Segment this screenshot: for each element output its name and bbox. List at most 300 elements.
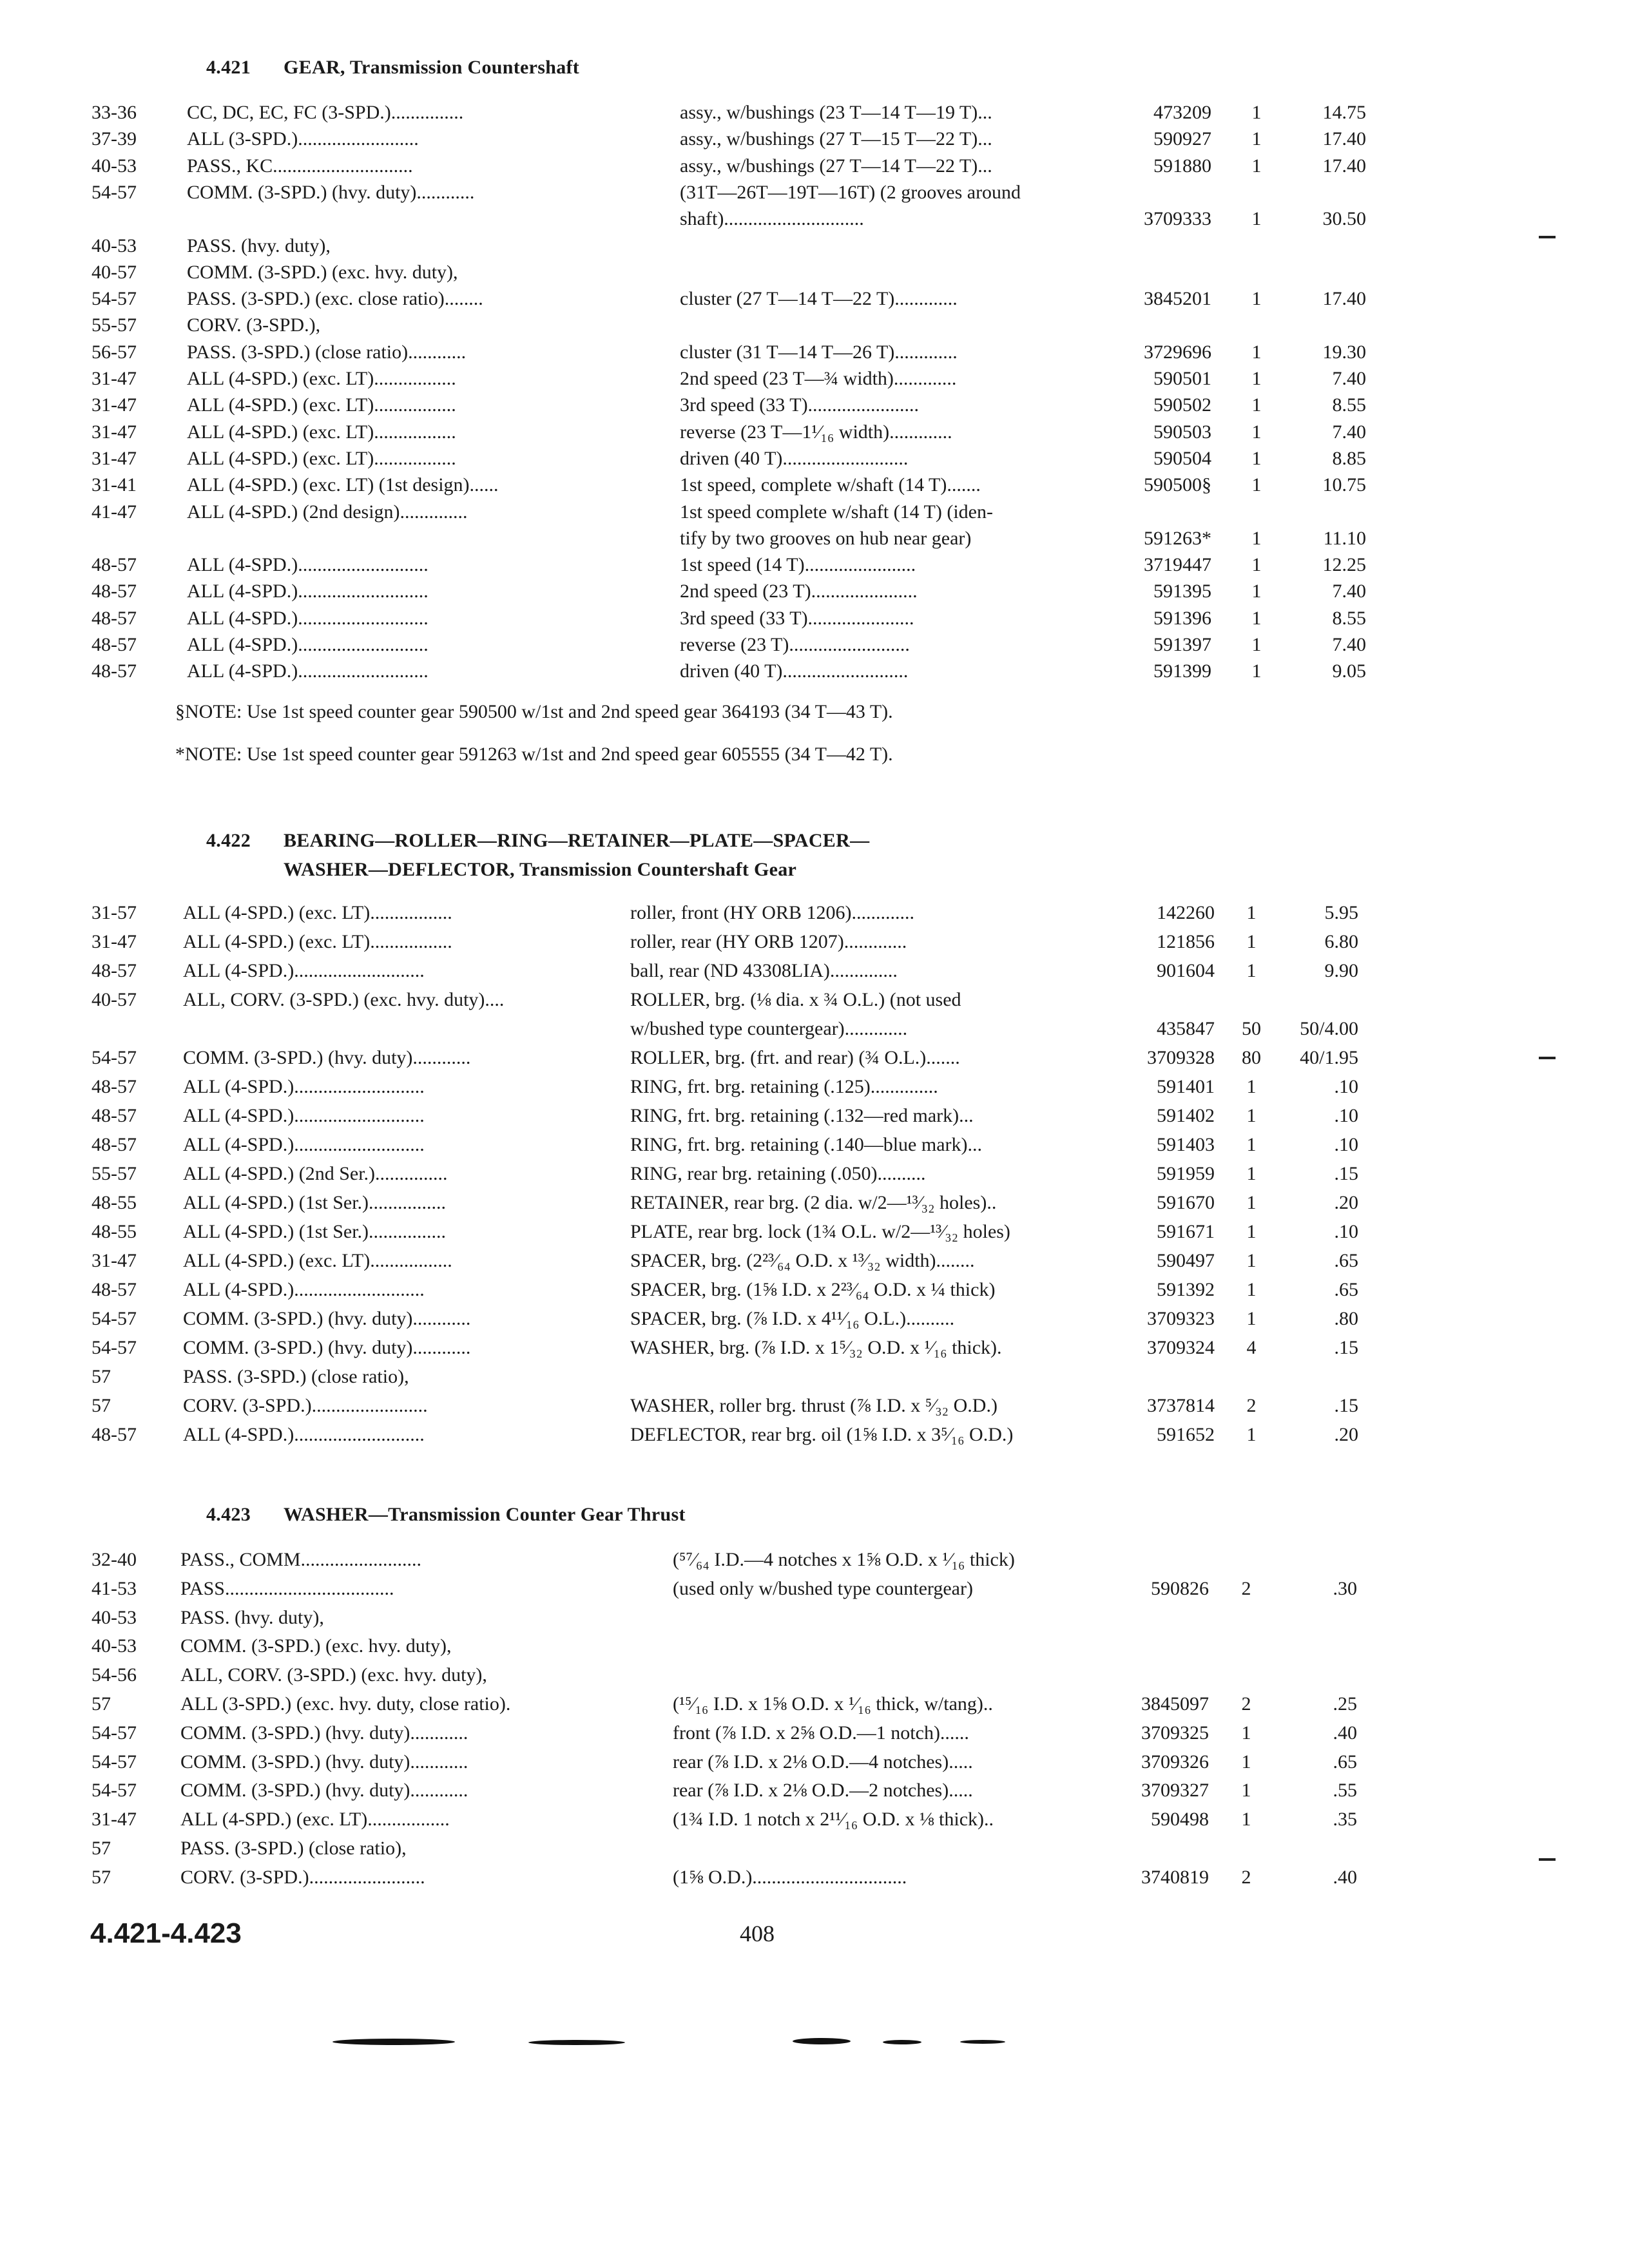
table-row bbox=[0, 99, 1629, 126]
section-number: 4.423 bbox=[206, 1504, 251, 1525]
application: ALL (4-SPD.) (exc. LT)................. bbox=[183, 1250, 452, 1271]
model-years: 57 bbox=[92, 1693, 111, 1715]
table-row bbox=[0, 1633, 1629, 1660]
application: ALL (4-SPD.) (1st Ser.)................ bbox=[183, 1192, 447, 1213]
part-number: 142260 bbox=[1157, 902, 1215, 923]
application: ALL (4-SPD.)........................... bbox=[187, 554, 429, 576]
price: 17.40 bbox=[1322, 288, 1366, 310]
description: RETAINER, rear brg. (2 dia. w/2—¹³⁄₃₂ holes).. bbox=[630, 1192, 997, 1213]
table-row bbox=[0, 1691, 1629, 1718]
price: 11.10 bbox=[1323, 527, 1366, 549]
application: PASS. (3-SPD.) (close ratio), bbox=[183, 1366, 409, 1387]
price: .65 bbox=[1333, 1751, 1357, 1773]
part-number: 3709324 bbox=[1147, 1337, 1215, 1358]
table-row bbox=[0, 658, 1629, 685]
quantity: 2 bbox=[1241, 1693, 1251, 1715]
description: 2nd speed (23 T)...................... bbox=[680, 581, 918, 602]
application: PASS................................... bbox=[180, 1577, 394, 1599]
application: ALL (4-SPD.) (1st Ser.)................ bbox=[183, 1221, 447, 1242]
table-row bbox=[0, 312, 1629, 339]
model-years: 40-57 bbox=[92, 261, 137, 283]
price: .20 bbox=[1334, 1192, 1358, 1213]
model-years: 54-56 bbox=[92, 1664, 137, 1686]
application: PASS. (3-SPD.) (close ratio), bbox=[180, 1838, 407, 1859]
description: roller, front (HY ORB 1206)............. bbox=[630, 902, 914, 923]
table-row bbox=[0, 1189, 1629, 1216]
description: RING, frt. brg. retaining (.140—blue mark)... bbox=[630, 1134, 982, 1155]
description: reverse (23 T—1¹⁄₁₆ width)............. bbox=[680, 421, 952, 443]
table-row bbox=[0, 1073, 1629, 1100]
part-number: 590927 bbox=[1153, 128, 1211, 150]
description: driven (40 T).......................... bbox=[680, 447, 909, 469]
model-years: 56-57 bbox=[92, 341, 137, 363]
price: .20 bbox=[1334, 1424, 1358, 1445]
description: PLATE, rear brg. lock (1¾ O.L. w/2—¹³⁄₃₂ holes) bbox=[630, 1221, 1010, 1242]
price: 8.55 bbox=[1332, 394, 1366, 416]
application: ALL (4-SPD.) (exc. LT)................. bbox=[187, 368, 456, 389]
table-row bbox=[0, 1131, 1629, 1158]
model-years: 31-47 bbox=[92, 931, 137, 952]
table-row bbox=[0, 1720, 1629, 1747]
scan-mark bbox=[1539, 1858, 1556, 1861]
quantity: 1 bbox=[1251, 474, 1262, 496]
application: COMM. (3-SPD.) (hvy. duty)............ bbox=[180, 1780, 468, 1802]
description: rear (⅞ I.D. x 2⅛ O.D.—4 notches)..... bbox=[673, 1751, 973, 1773]
description: RING, frt. brg. retaining (.132—red mark)... bbox=[630, 1105, 974, 1126]
table-row bbox=[0, 392, 1629, 419]
application: ALL (4-SPD.)........................... bbox=[183, 1279, 425, 1300]
model-years: 48-57 bbox=[92, 960, 137, 981]
application: ALL (4-SPD.)........................... bbox=[183, 960, 425, 981]
quantity: 1 bbox=[1246, 1308, 1257, 1329]
quantity: 1 bbox=[1251, 421, 1262, 443]
part-number: 591397 bbox=[1153, 634, 1211, 655]
table-row bbox=[0, 928, 1629, 956]
description: (¹⁵⁄₁₆ I.D. x 1⅝ O.D. x ¹⁄₁₆ thick, w/tang).. bbox=[673, 1693, 993, 1715]
quantity: 2 bbox=[1246, 1395, 1257, 1416]
footnote: *NOTE: Use 1st speed counter gear 591263 w/1st and 2nd speed gear 605555 (34 T—42 T). bbox=[175, 744, 893, 765]
model-years: 48-57 bbox=[92, 607, 137, 629]
price: 10.75 bbox=[1322, 474, 1366, 496]
price: 7.40 bbox=[1332, 581, 1366, 602]
quantity: 1 bbox=[1246, 1250, 1257, 1271]
price: 7.40 bbox=[1332, 634, 1366, 655]
section-heading: BEARING—ROLLER—RING—RETAINER—PLATE—SPACER— bbox=[284, 830, 870, 851]
table-row bbox=[0, 1749, 1629, 1776]
part-number: 590826 bbox=[1151, 1577, 1209, 1599]
description: rear (⅞ I.D. x 2⅛ O.D.—2 notches)..... bbox=[673, 1780, 973, 1802]
description: ball, rear (ND 43308LIA).............. bbox=[630, 960, 898, 981]
application: CORV. (3-SPD.), bbox=[187, 314, 321, 336]
application: PASS. (3-SPD.) (close ratio)............ bbox=[187, 341, 467, 363]
application: COMM. (3-SPD.) (hvy. duty)............ bbox=[183, 1337, 471, 1358]
application: ALL (4-SPD.) (exc. LT)................. bbox=[187, 421, 456, 443]
model-years: 31-47 bbox=[92, 447, 137, 469]
part-number: 591396 bbox=[1153, 607, 1211, 629]
quantity: 1 bbox=[1246, 1163, 1257, 1184]
table-row bbox=[0, 1305, 1629, 1332]
section-title-4421 bbox=[206, 57, 579, 79]
table-row bbox=[0, 233, 1629, 260]
application: ALL (4-SPD.)........................... bbox=[183, 1424, 425, 1445]
part-number: 3709323 bbox=[1147, 1308, 1215, 1329]
description: SPACER, brg. (⅞ I.D. x 4¹¹⁄₁₆ O.L.).......... bbox=[630, 1308, 955, 1329]
quantity: 1 bbox=[1246, 1221, 1257, 1242]
application: CORV. (3-SPD.)........................ bbox=[180, 1866, 425, 1888]
part-number: 901604 bbox=[1157, 960, 1215, 981]
price: .65 bbox=[1334, 1250, 1358, 1271]
price: 40/1.95 bbox=[1300, 1047, 1358, 1068]
section-number: 4.422 bbox=[206, 830, 251, 851]
table-row bbox=[0, 1276, 1629, 1303]
description: shaft)............................. bbox=[680, 208, 864, 230]
price: .40 bbox=[1333, 1722, 1357, 1744]
application: ALL (4-SPD.)........................... bbox=[187, 660, 429, 682]
model-years: 40-53 bbox=[92, 1635, 137, 1657]
model-years: 31-47 bbox=[92, 421, 137, 443]
description: 2nd speed (23 T—¾ width)............. bbox=[680, 368, 957, 389]
table-row bbox=[0, 365, 1629, 392]
quantity: 1 bbox=[1241, 1780, 1251, 1802]
model-years: 31-41 bbox=[92, 474, 137, 496]
model-years: 54-57 bbox=[92, 181, 137, 203]
price: 7.40 bbox=[1332, 421, 1366, 443]
table-row bbox=[0, 499, 1629, 526]
part-number: 590503 bbox=[1153, 421, 1211, 443]
model-years: 48-57 bbox=[92, 660, 137, 682]
part-number: 591392 bbox=[1157, 1279, 1215, 1300]
table-row bbox=[0, 1662, 1629, 1689]
quantity: 1 bbox=[1251, 447, 1262, 469]
quantity: 1 bbox=[1251, 288, 1262, 310]
table-row bbox=[0, 1160, 1629, 1187]
table-row bbox=[0, 1392, 1629, 1419]
quantity: 1 bbox=[1251, 607, 1262, 629]
part-number: 590500§ bbox=[1144, 474, 1211, 496]
table-row bbox=[0, 285, 1629, 312]
price: 17.40 bbox=[1322, 128, 1366, 150]
model-years: 40-53 bbox=[92, 155, 137, 177]
part-number: 590504 bbox=[1153, 447, 1211, 469]
description: SPACER, brg. (1⅝ I.D. x 2²³⁄₆₄ O.D. x ¼ thick) bbox=[630, 1279, 996, 1300]
quantity: 1 bbox=[1246, 902, 1257, 923]
application: COMM. (3-SPD.) (hvy. duty)............ bbox=[180, 1751, 468, 1773]
part-number: 591402 bbox=[1157, 1105, 1215, 1126]
application: ALL (3-SPD.) (exc. hvy. duty, close ratio). bbox=[180, 1693, 511, 1715]
description: assy., w/bushings (27 T—15 T—22 T)... bbox=[680, 128, 992, 150]
price: 50/4.00 bbox=[1300, 1018, 1358, 1039]
description: RING, frt. brg. retaining (.125).............. bbox=[630, 1076, 938, 1097]
quantity: 1 bbox=[1251, 155, 1262, 177]
price: .15 bbox=[1334, 1337, 1358, 1358]
price: .25 bbox=[1333, 1693, 1357, 1715]
scan-mark bbox=[1539, 1057, 1556, 1059]
table-row bbox=[0, 1777, 1629, 1804]
application: PASS. (3-SPD.) (exc. close ratio)........ bbox=[187, 288, 483, 310]
part-number: 590502 bbox=[1153, 394, 1211, 416]
model-years: 37-39 bbox=[92, 128, 137, 150]
scan-mark bbox=[1539, 236, 1556, 238]
scan-smudge bbox=[960, 2040, 1005, 2044]
quantity: 1 bbox=[1251, 634, 1262, 655]
description: driven (40 T).......................... bbox=[680, 660, 909, 682]
table-row bbox=[0, 552, 1629, 579]
quantity: 1 bbox=[1251, 128, 1262, 150]
table-row bbox=[0, 1363, 1629, 1390]
part-number: 3740819 bbox=[1141, 1866, 1209, 1888]
model-years: 31-57 bbox=[92, 902, 137, 923]
price: 5.95 bbox=[1324, 902, 1358, 923]
model-years: 55-57 bbox=[92, 1163, 137, 1184]
application: COMM. (3-SPD.) (hvy. duty)............ bbox=[183, 1308, 471, 1329]
model-years: 57 bbox=[92, 1395, 111, 1416]
quantity: 1 bbox=[1246, 1105, 1257, 1126]
quantity: 1 bbox=[1251, 660, 1262, 682]
model-years: 48-57 bbox=[92, 581, 137, 602]
quantity: 2 bbox=[1241, 1577, 1251, 1599]
application: ALL (4-SPD.) (exc. LT)................. bbox=[180, 1809, 450, 1831]
model-years: 31-47 bbox=[92, 1250, 137, 1271]
page-number: 408 bbox=[740, 1921, 775, 1946]
table-row bbox=[0, 1015, 1629, 1043]
application: ALL (4-SPD.)........................... bbox=[183, 1076, 425, 1097]
quantity: 1 bbox=[1251, 394, 1262, 416]
quantity: 1 bbox=[1251, 554, 1262, 576]
quantity: 2 bbox=[1241, 1866, 1251, 1888]
price: 17.40 bbox=[1322, 155, 1366, 177]
description: (31T—26T—19T—16T) (2 grooves around bbox=[680, 181, 1021, 203]
quantity: 1 bbox=[1241, 1751, 1251, 1773]
section-title-4423 bbox=[206, 1504, 686, 1526]
application: COMM. (3-SPD.) (hvy. duty)............ bbox=[183, 1047, 471, 1068]
description: ROLLER, brg. (⅛ dia. x ¾ O.L.) (not used bbox=[630, 989, 961, 1010]
table-row bbox=[0, 605, 1629, 632]
table-row bbox=[0, 472, 1629, 499]
price: .15 bbox=[1334, 1163, 1358, 1184]
quantity: 80 bbox=[1242, 1047, 1261, 1068]
part-number: 591395 bbox=[1153, 581, 1211, 602]
quantity: 1 bbox=[1251, 368, 1262, 389]
application: PASS., KC............................. bbox=[187, 155, 413, 177]
application: ALL (4-SPD.) (exc. LT)................. bbox=[187, 447, 456, 469]
part-number: 591399 bbox=[1153, 660, 1211, 682]
model-years: 57 bbox=[92, 1838, 111, 1859]
model-years: 48-57 bbox=[92, 634, 137, 655]
table-row bbox=[0, 419, 1629, 446]
description: 3rd speed (33 T)....................... bbox=[680, 394, 920, 416]
table-row bbox=[0, 445, 1629, 472]
price: .30 bbox=[1333, 1577, 1357, 1599]
model-years: 41-53 bbox=[92, 1577, 137, 1599]
table-row bbox=[0, 1044, 1629, 1072]
description: reverse (23 T)......................... bbox=[680, 634, 910, 655]
part-number: 3845201 bbox=[1144, 288, 1211, 310]
description: WASHER, brg. (⅞ I.D. x 1⁵⁄₃₂ O.D. x ¹⁄₁₆ thick). bbox=[630, 1337, 1002, 1358]
description: w/bushed type countergear)............. bbox=[630, 1018, 908, 1039]
part-number: 590497 bbox=[1157, 1250, 1215, 1271]
model-years: 57 bbox=[92, 1866, 111, 1888]
model-years: 40-53 bbox=[92, 235, 137, 256]
price: .65 bbox=[1334, 1279, 1358, 1300]
model-years: 48-57 bbox=[92, 554, 137, 576]
part-number: 3709326 bbox=[1141, 1751, 1209, 1773]
quantity: 4 bbox=[1246, 1337, 1257, 1358]
price: 9.05 bbox=[1332, 660, 1366, 682]
application: ALL, CORV. (3-SPD.) (exc. hvy. duty), bbox=[180, 1664, 487, 1686]
model-years: 48-57 bbox=[92, 1105, 137, 1126]
application: CORV. (3-SPD.)........................ bbox=[183, 1395, 428, 1416]
table-row bbox=[0, 578, 1629, 605]
description: (1⅝ O.D.)................................ bbox=[673, 1866, 907, 1888]
price: 7.40 bbox=[1332, 368, 1366, 389]
application: COMM. (3-SPD.) (exc. hvy. duty), bbox=[187, 261, 458, 283]
footnote: §NOTE: Use 1st speed counter gear 590500 w/1st and 2nd speed gear 364193 (34 T—43 T). bbox=[175, 701, 893, 722]
price: .55 bbox=[1333, 1780, 1357, 1802]
description: front (⅞ I.D. x 2⅝ O.D.—1 notch)...... bbox=[673, 1722, 969, 1744]
model-years: 33-36 bbox=[92, 102, 137, 123]
application: COMM. (3-SPD.) (hvy. duty)............ bbox=[180, 1722, 468, 1744]
price: .35 bbox=[1333, 1809, 1357, 1831]
price: 9.90 bbox=[1324, 960, 1358, 981]
price: .10 bbox=[1334, 1221, 1358, 1242]
model-years: 54-57 bbox=[92, 1047, 137, 1068]
description: 1st speed, complete w/shaft (14 T)....... bbox=[680, 474, 981, 496]
part-number: 591652 bbox=[1157, 1424, 1215, 1445]
table-row bbox=[0, 179, 1629, 206]
quantity: 1 bbox=[1246, 1076, 1257, 1097]
application: ALL (4-SPD.) (2nd Ser.)............... bbox=[183, 1163, 448, 1184]
quantity: 1 bbox=[1246, 960, 1257, 981]
description: (⁵⁷⁄₆₄ I.D.—4 notches x 1⅝ O.D. x ¹⁄₁₆ thick) bbox=[673, 1549, 1015, 1570]
section-heading: WASHER—Transmission Counter Gear Thrust bbox=[284, 1504, 686, 1525]
model-years: 41-47 bbox=[92, 501, 137, 523]
quantity: 1 bbox=[1251, 527, 1262, 549]
quantity: 1 bbox=[1251, 341, 1262, 363]
description: assy., w/bushings (27 T—14 T—22 T)... bbox=[680, 155, 992, 177]
application: ALL (4-SPD.) (exc. LT) (1st design)...... bbox=[187, 474, 499, 496]
part-number: 3709328 bbox=[1147, 1047, 1215, 1068]
part-number: 591671 bbox=[1157, 1221, 1215, 1242]
model-years: 54-57 bbox=[92, 288, 137, 310]
price: 8.55 bbox=[1332, 607, 1366, 629]
table-row bbox=[0, 1835, 1629, 1862]
scan-smudge bbox=[883, 2040, 921, 2044]
part-number: 435847 bbox=[1157, 1018, 1215, 1039]
application: ALL (4-SPD.) (exc. LT)................. bbox=[183, 931, 452, 952]
price: 6.80 bbox=[1324, 931, 1358, 952]
description: tify by two grooves on hub near gear) bbox=[680, 527, 972, 549]
description: cluster (31 T—14 T—26 T)............. bbox=[680, 341, 958, 363]
model-years: 48-57 bbox=[92, 1279, 137, 1300]
application: COMM. (3-SPD.) (exc. hvy. duty), bbox=[180, 1635, 452, 1657]
table-row bbox=[0, 1546, 1629, 1573]
application: ALL (4-SPD.)........................... bbox=[183, 1134, 425, 1155]
model-years: 40-57 bbox=[92, 989, 137, 1010]
price: .40 bbox=[1333, 1866, 1357, 1888]
price: .80 bbox=[1334, 1308, 1358, 1329]
table-row bbox=[0, 1806, 1629, 1833]
table-row bbox=[0, 1864, 1629, 1891]
description: WASHER, roller brg. thrust (⅞ I.D. x ⁵⁄₃₂ O.D.) bbox=[630, 1395, 998, 1416]
table-row bbox=[0, 957, 1629, 985]
part-number: 3709325 bbox=[1141, 1722, 1209, 1744]
part-number: 591401 bbox=[1157, 1076, 1215, 1097]
table-row bbox=[0, 1247, 1629, 1274]
model-years: 32-40 bbox=[92, 1549, 137, 1570]
application: ALL (4-SPD.) (exc. LT)................. bbox=[187, 394, 456, 416]
application: ALL (4-SPD.) (exc. LT)................. bbox=[183, 902, 452, 923]
model-years: 54-57 bbox=[92, 1751, 137, 1773]
model-years: 55-57 bbox=[92, 314, 137, 336]
price: .10 bbox=[1334, 1134, 1358, 1155]
section-heading: GEAR, Transmission Countershaft bbox=[284, 57, 580, 78]
part-number: 591880 bbox=[1153, 155, 1211, 177]
model-years: 57 bbox=[92, 1366, 111, 1387]
quantity: 1 bbox=[1246, 1134, 1257, 1155]
description: assy., w/bushings (23 T—14 T—19 T)... bbox=[680, 102, 992, 123]
table-row bbox=[0, 339, 1629, 366]
part-number: 590498 bbox=[1151, 1809, 1209, 1831]
quantity: 1 bbox=[1251, 208, 1262, 230]
application: PASS. (hvy. duty), bbox=[187, 235, 331, 256]
description: DEFLECTOR, rear brg. oil (1⅝ I.D. x 3⁵⁄₁₆ O.D.) bbox=[630, 1424, 1014, 1445]
price: .10 bbox=[1334, 1076, 1358, 1097]
quantity: 1 bbox=[1246, 1192, 1257, 1213]
price: .15 bbox=[1334, 1395, 1358, 1416]
section-number: 4.421 bbox=[206, 57, 251, 78]
application: CC, DC, EC, FC (3-SPD.)............... bbox=[187, 102, 464, 123]
description: RING, rear brg. retaining (.050).......... bbox=[630, 1163, 926, 1184]
part-number: 591959 bbox=[1157, 1163, 1215, 1184]
section-title-4422 bbox=[206, 830, 869, 852]
part-number: 590501 bbox=[1153, 368, 1211, 389]
part-number: 3709327 bbox=[1141, 1780, 1209, 1802]
application: COMM. (3-SPD.) (hvy. duty)............ bbox=[187, 181, 475, 203]
part-number: 3729696 bbox=[1144, 341, 1211, 363]
table-row bbox=[0, 126, 1629, 153]
table-row bbox=[0, 899, 1629, 927]
model-years: 31-47 bbox=[92, 368, 137, 389]
table-row bbox=[0, 1575, 1629, 1602]
quantity: 1 bbox=[1251, 581, 1262, 602]
quantity: 1 bbox=[1241, 1722, 1251, 1744]
scan-smudge bbox=[333, 2039, 455, 2045]
quantity: 1 bbox=[1246, 931, 1257, 952]
price: 12.25 bbox=[1322, 554, 1366, 576]
table-row bbox=[0, 1334, 1629, 1361]
part-number: 473209 bbox=[1153, 102, 1211, 123]
table-row bbox=[0, 206, 1629, 233]
part-number: 3719447 bbox=[1144, 554, 1211, 576]
model-years: 54-57 bbox=[92, 1780, 137, 1802]
table-row bbox=[0, 1604, 1629, 1631]
description: (1¾ I.D. 1 notch x 2¹¹⁄₁₆ O.D. x ⅛ thick).. bbox=[673, 1809, 994, 1831]
table-row bbox=[0, 1218, 1629, 1245]
table-row bbox=[0, 259, 1629, 286]
description: (used only w/bushed type countergear) bbox=[673, 1577, 973, 1599]
application: PASS., COMM......................... bbox=[180, 1549, 421, 1570]
description: roller, rear (HY ORB 1207)............. bbox=[630, 931, 907, 952]
table-row bbox=[0, 525, 1629, 552]
application: ALL (4-SPD.)........................... bbox=[187, 634, 429, 655]
application: ALL, CORV. (3-SPD.) (exc. hvy. duty).... bbox=[183, 989, 505, 1010]
price: 19.30 bbox=[1322, 341, 1366, 363]
model-years: 54-57 bbox=[92, 1722, 137, 1744]
scan-smudge bbox=[793, 2038, 851, 2044]
table-row bbox=[0, 1102, 1629, 1129]
model-years: 54-57 bbox=[92, 1337, 137, 1358]
description: SPACER, brg. (2²³⁄₆₄ O.D. x ¹³⁄₃₂ width)........ bbox=[630, 1250, 975, 1271]
